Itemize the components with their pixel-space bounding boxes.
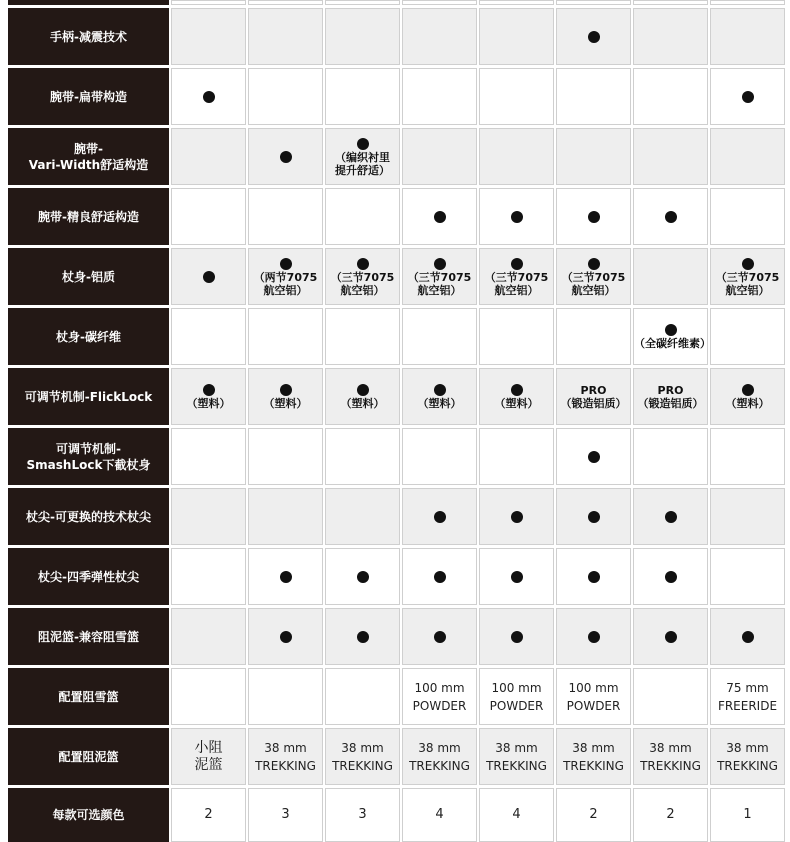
feature-dot-icon [742, 258, 754, 270]
table-cell [556, 368, 631, 425]
feature-dot-icon [434, 384, 446, 396]
table-cell [633, 488, 708, 545]
table-cell [171, 0, 246, 5]
row-header: 杖身-铝质 [8, 248, 169, 305]
table-cell [325, 68, 400, 125]
table-cell [402, 188, 477, 245]
cell-note: （塑料） [417, 397, 462, 410]
table-cell [248, 368, 323, 425]
row-header: 腕带-扁带构造 [8, 68, 169, 125]
row-header: 手柄-减震技术 [8, 8, 169, 65]
table-cell [710, 548, 785, 605]
feature-dot-icon [357, 258, 369, 270]
table-cell [325, 788, 400, 842]
table-cell [710, 368, 785, 425]
cell-note: （三节7075 航空铝） [330, 270, 395, 297]
table-cell [633, 8, 708, 65]
table-cell [556, 428, 631, 485]
feature-dot-icon [588, 31, 600, 43]
feature-dot-icon [665, 324, 677, 336]
cell-text: 小阻 泥篮 [194, 739, 223, 773]
table-cell [556, 548, 631, 605]
table-cell [402, 248, 477, 305]
table-cell [710, 728, 785, 785]
cell-count: 2 [204, 807, 213, 822]
table-cell [556, 488, 631, 545]
feature-dot-icon [203, 91, 215, 103]
feature-dot-icon [357, 631, 369, 643]
table-cell [171, 68, 246, 125]
table-cell [633, 668, 708, 725]
table-cell [325, 128, 400, 185]
cell-count: 1 [743, 807, 752, 822]
cell-note: （塑料） [263, 397, 308, 410]
table-cell [248, 0, 323, 5]
feature-dot-icon [434, 258, 446, 270]
table-cell [479, 128, 554, 185]
table-cell [633, 0, 708, 5]
cell-note: （塑料） [494, 397, 539, 410]
cell-note: （塑料） [340, 397, 385, 410]
feature-dot-icon [357, 138, 369, 150]
table-cell [556, 248, 631, 305]
table-cell [710, 68, 785, 125]
table-cell [325, 248, 400, 305]
table-cell [479, 728, 554, 785]
cell-spec: 38 mm TREKKING [563, 740, 624, 773]
table-cell [248, 428, 323, 485]
table-cell [710, 668, 785, 725]
feature-dot-icon [280, 631, 292, 643]
cell-note: （塑料） [186, 397, 231, 410]
feature-dot-icon [511, 211, 523, 223]
feature-dot-icon [434, 211, 446, 223]
feature-dot-icon [665, 511, 677, 523]
table-cell [402, 548, 477, 605]
table-cell [171, 428, 246, 485]
table-cell [248, 68, 323, 125]
table-cell [248, 728, 323, 785]
table-cell [325, 668, 400, 725]
table-cell [171, 608, 246, 665]
table-cell [248, 548, 323, 605]
row-header: 杖尖-可更换的技术杖尖 [8, 488, 169, 545]
feature-dot-icon [511, 258, 523, 270]
feature-dot-icon [511, 384, 523, 396]
feature-dot-icon [203, 271, 215, 283]
row-header: 可调节机制- SmashLock下截杖身 [8, 428, 169, 485]
table-cell [248, 128, 323, 185]
table-cell [248, 308, 323, 365]
feature-dot-icon [280, 571, 292, 583]
table-cell [633, 428, 708, 485]
table-cell [248, 608, 323, 665]
table-cell [556, 0, 631, 5]
feature-dot-icon [665, 571, 677, 583]
feature-dot-icon [511, 511, 523, 523]
table-cell [479, 428, 554, 485]
table-cell [633, 728, 708, 785]
table-cell [479, 788, 554, 842]
table-cell [171, 668, 246, 725]
table-cell [710, 8, 785, 65]
feature-dot-icon [511, 631, 523, 643]
table-cell [402, 608, 477, 665]
cell-count: 3 [281, 807, 290, 822]
table-cell [402, 8, 477, 65]
table-cell [479, 488, 554, 545]
table-cell [325, 728, 400, 785]
feature-dot-icon [588, 451, 600, 463]
table-cell [402, 0, 477, 5]
table-cell [479, 548, 554, 605]
table-cell [633, 188, 708, 245]
table-cell [325, 0, 400, 5]
feature-dot-icon [742, 631, 754, 643]
table-cell [402, 488, 477, 545]
table-cell [633, 548, 708, 605]
table-cell [710, 188, 785, 245]
table-cell [171, 8, 246, 65]
table-cell [402, 428, 477, 485]
feature-dot-icon [588, 258, 600, 270]
cell-spec: 38 mm TREKKING [640, 740, 701, 773]
table-cell [633, 308, 711, 365]
table-cell [171, 128, 246, 185]
feature-dot-icon [434, 631, 446, 643]
feature-dot-icon [434, 511, 446, 523]
table-cell [556, 728, 631, 785]
table-cell [402, 368, 477, 425]
feature-dot-icon [280, 151, 292, 163]
cell-spec: 100 mm POWDER [489, 680, 544, 713]
row-header [8, 0, 169, 5]
table-cell [479, 308, 554, 365]
table-cell [325, 8, 400, 65]
table-cell [325, 488, 400, 545]
table-cell [171, 248, 246, 305]
table-cell [171, 488, 246, 545]
row-header: 每款可选颜色 [8, 788, 169, 842]
table-cell [479, 0, 554, 5]
cell-count: 3 [358, 807, 367, 822]
row-header: 杖身-碳纤维 [8, 308, 169, 365]
table-cell [710, 308, 785, 365]
table-cell [171, 368, 246, 425]
feature-comparison-table [8, 0, 780, 829]
table-cell [556, 68, 631, 125]
table-cell [402, 128, 477, 185]
cell-spec: 75 mm FREERIDE [717, 680, 778, 713]
table-cell [556, 308, 631, 365]
cell-note: （三节7075 航空铝） [715, 270, 780, 297]
table-cell [633, 68, 708, 125]
cell-note: （三节7075 航空铝） [484, 270, 549, 297]
table-cell [248, 188, 323, 245]
feature-dot-icon [742, 384, 754, 396]
row-header: 杖尖-四季弹性杖尖 [8, 548, 169, 605]
cell-note: （全碳纤维素） [634, 337, 711, 350]
row-header: 腕带-精良舒适构造 [8, 188, 169, 245]
cell-note: PRO （锻造铝质） [637, 383, 704, 410]
table-cell [556, 8, 631, 65]
table-cell [402, 728, 477, 785]
table-cell [633, 788, 708, 842]
table-cell [556, 668, 631, 725]
cell-count: 4 [435, 807, 444, 822]
cell-count: 4 [512, 807, 521, 822]
table-cell [710, 128, 785, 185]
table-cell [710, 788, 785, 842]
feature-dot-icon [588, 571, 600, 583]
cell-spec: 38 mm TREKKING [332, 740, 393, 773]
table-cell [633, 368, 708, 425]
table-cell [710, 608, 785, 665]
cell-note: （三节7075 航空铝） [407, 270, 472, 297]
table-cell [402, 788, 477, 842]
cell-note: PRO （锻造铝质） [560, 383, 627, 410]
table-cell [710, 428, 785, 485]
table-cell [556, 188, 631, 245]
table-cell [325, 308, 400, 365]
cell-spec: 100 mm POWDER [566, 680, 621, 713]
cell-spec: 38 mm TREKKING [717, 740, 778, 773]
table-cell [248, 488, 323, 545]
feature-dot-icon [665, 631, 677, 643]
table-cell [633, 128, 708, 185]
row-header: 阻泥篮-兼容阻雪篮 [8, 608, 169, 665]
table-cell [171, 308, 246, 365]
feature-dot-icon [203, 384, 215, 396]
table-cell [479, 608, 554, 665]
row-header: 配置阻泥篮 [8, 728, 169, 785]
feature-dot-icon [357, 384, 369, 396]
table-cell [479, 8, 554, 65]
table-cell [171, 548, 246, 605]
row-header: 可调节机制-FlickLock [8, 368, 169, 425]
table-cell [556, 608, 631, 665]
table-cell [248, 788, 323, 842]
cell-note: （三节7075 航空铝） [561, 270, 626, 297]
table-cell [479, 188, 554, 245]
table-cell [325, 548, 400, 605]
table-cell [248, 248, 323, 305]
feature-dot-icon [357, 571, 369, 583]
table-cell [402, 68, 477, 125]
feature-dot-icon [665, 211, 677, 223]
table-cell [556, 128, 631, 185]
table-cell [633, 248, 708, 305]
table-cell [325, 368, 400, 425]
table-cell [325, 188, 400, 245]
table-cell [710, 488, 785, 545]
table-cell [248, 8, 323, 65]
cell-note: （塑料） [725, 397, 770, 410]
cell-spec: 38 mm TREKKING [486, 740, 547, 773]
feature-dot-icon [588, 211, 600, 223]
table-cell [479, 368, 554, 425]
cell-spec: 38 mm TREKKING [409, 740, 470, 773]
cell-count: 2 [666, 807, 675, 822]
table-cell [479, 248, 554, 305]
row-header: 配置阻雪篮 [8, 668, 169, 725]
table-cell [171, 728, 246, 785]
feature-dot-icon [434, 571, 446, 583]
cell-spec: 100 mm POWDER [412, 680, 467, 713]
cell-count: 2 [589, 807, 598, 822]
table-cell [479, 68, 554, 125]
table-cell [402, 308, 477, 365]
table-cell [325, 608, 400, 665]
cell-note: （两节7075 航空铝） [253, 270, 318, 297]
table-cell [633, 608, 708, 665]
table-cell [479, 668, 554, 725]
feature-dot-icon [742, 91, 754, 103]
feature-dot-icon [511, 571, 523, 583]
feature-dot-icon [280, 258, 292, 270]
table-cell [171, 788, 246, 842]
cell-note: （编织衬里 提升舒适） [335, 150, 390, 177]
table-cell [710, 248, 785, 305]
feature-dot-icon [588, 631, 600, 643]
table-cell [171, 188, 246, 245]
cell-spec: 38 mm TREKKING [255, 740, 316, 773]
feature-dot-icon [280, 384, 292, 396]
table-cell [248, 668, 323, 725]
row-header: 腕带- Vari-Width舒适构造 [8, 128, 169, 185]
feature-dot-icon [588, 511, 600, 523]
table-cell [710, 0, 785, 5]
table-cell [556, 788, 631, 842]
table-cell [325, 428, 400, 485]
table-cell [402, 668, 477, 725]
